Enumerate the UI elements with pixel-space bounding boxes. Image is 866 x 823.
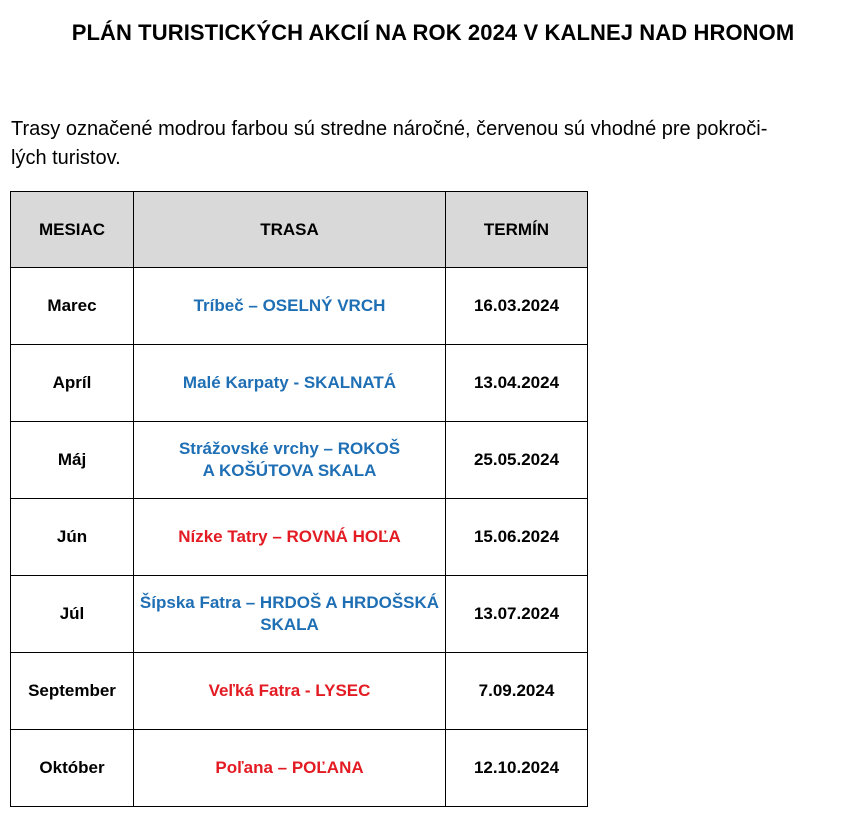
- date-cell: 16.03.2024: [446, 268, 588, 345]
- header-route: TRASA: [134, 192, 446, 268]
- header-date: TERMÍN: [446, 192, 588, 268]
- month-cell: Júl: [11, 576, 134, 653]
- route-cell: [134, 499, 446, 576]
- header-month: MESIAC: [11, 192, 134, 268]
- table-header-row: [11, 192, 588, 268]
- date-cell: 15.06.2024: [446, 499, 588, 576]
- route-cell: [134, 576, 446, 653]
- route-cell: [134, 422, 446, 499]
- table-row: [11, 730, 588, 807]
- route-line: Malé Karpaty - SKALNATÁ: [182, 373, 397, 392]
- table-row: [11, 422, 588, 499]
- route-line: Šípska Fatra – HRDOŠ A HRDOŠSKÁ: [139, 593, 440, 612]
- route-line: Nízke Tatry – ROVNÁ HOĽA: [178, 527, 401, 546]
- intro-line: Trasy označené modrou farbou sú stredne náročné, červenou sú vhodné pre pokroči-: [11, 118, 768, 140]
- month-cell: Máj: [11, 422, 134, 499]
- table-row: [11, 576, 588, 653]
- route-line: SKALA: [260, 615, 319, 634]
- date-cell: 13.04.2024: [446, 345, 588, 422]
- route-cell: [134, 268, 446, 345]
- route-line: Veľká Fatra - LYSEC: [208, 681, 371, 700]
- events-table: [10, 191, 588, 807]
- month-cell: September: [11, 653, 134, 730]
- table-body: [11, 268, 588, 807]
- table-row: [11, 653, 588, 730]
- date-cell: 25.05.2024: [446, 422, 588, 499]
- date-cell: 12.10.2024: [446, 730, 588, 807]
- month-cell: Marec: [11, 268, 134, 345]
- page-title: PLÁN TURISTICKÝCH AKCIÍ NA ROK 2024 V KALNEJ NAD HRONOM: [71, 20, 795, 45]
- route-line: A KOŠÚTOVA SKALA: [202, 461, 377, 480]
- date-cell: 13.07.2024: [446, 576, 588, 653]
- month-cell: Október: [11, 730, 134, 807]
- route-line: Tríbeč – OSELNÝ VRCH: [193, 296, 386, 315]
- intro-paragraph: [11, 115, 851, 173]
- table-row: [11, 345, 588, 422]
- intro-line: lých turistov.: [11, 147, 121, 169]
- route-cell: [134, 730, 446, 807]
- month-cell: Jún: [11, 499, 134, 576]
- route-line: Strážovské vrchy – ROKOŠ: [178, 439, 401, 458]
- route-cell: [134, 653, 446, 730]
- table-row: [11, 499, 588, 576]
- date-cell: 7.09.2024: [446, 653, 588, 730]
- route-cell: [134, 345, 446, 422]
- month-cell: Apríl: [11, 345, 134, 422]
- table-row: [11, 268, 588, 345]
- route-line: Poľana – POĽANA: [215, 758, 364, 777]
